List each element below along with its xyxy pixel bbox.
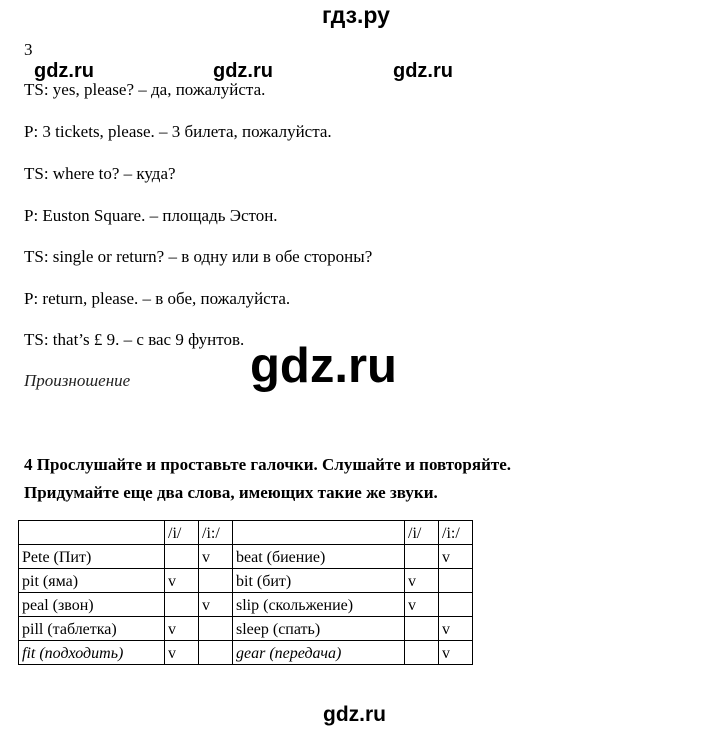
site-header: гдз.ру xyxy=(322,2,390,28)
word-cell: peal (звон) xyxy=(19,593,165,617)
dialogue-line: P: return, please. – в обе, пожалуйста. xyxy=(24,289,291,308)
tick-cell: v xyxy=(165,617,199,641)
dialogue-line: TS: single or return? – в одну или в обе стороны? xyxy=(24,247,373,266)
table-row xyxy=(19,569,473,593)
section-pronunciation: Произношение xyxy=(24,371,131,390)
header-cell: /i:/ xyxy=(439,521,473,545)
tick-cell xyxy=(405,641,439,665)
task-heading-line2: Придумайте еще два слова, имеющих такие же звуки. xyxy=(24,483,438,502)
tick-cell xyxy=(439,569,473,593)
tick-cell: v xyxy=(405,593,439,617)
table-row xyxy=(19,545,473,569)
tick-cell xyxy=(199,617,233,641)
tick-cell: v xyxy=(165,641,199,665)
table-header-row xyxy=(19,521,473,545)
header-cell: /i/ xyxy=(405,521,439,545)
word-cell: gear (передача) xyxy=(233,641,405,665)
word-cell: bit (бит) xyxy=(233,569,405,593)
header-cell: /i/ xyxy=(165,521,199,545)
word-cell: sleep (спать) xyxy=(233,617,405,641)
word-cell: beat (биение) xyxy=(233,545,405,569)
tick-cell: v xyxy=(405,569,439,593)
watermark-small: gdz.ru xyxy=(393,60,453,82)
tick-cell: v xyxy=(439,617,473,641)
tick-cell xyxy=(405,545,439,569)
watermark-small: gdz.ru xyxy=(34,60,94,82)
tick-cell xyxy=(165,545,199,569)
table-row xyxy=(19,617,473,641)
header-cell xyxy=(233,521,405,545)
word-cell: pill (таблетка) xyxy=(19,617,165,641)
header-cell xyxy=(19,521,165,545)
tick-cell: v xyxy=(439,545,473,569)
tick-cell: v xyxy=(165,569,199,593)
watermark-large: gdz.ru xyxy=(250,339,397,393)
dialogue-line: P: 3 tickets, please. – 3 билета, пожалуйста. xyxy=(24,122,332,141)
watermark-footer: gdz.ru xyxy=(323,703,386,726)
word-cell: slip (скольжение) xyxy=(233,593,405,617)
table-row xyxy=(19,641,473,665)
tick-cell: v xyxy=(199,545,233,569)
tick-cell xyxy=(439,593,473,617)
tick-cell xyxy=(199,569,233,593)
header-cell: /i:/ xyxy=(199,521,233,545)
word-cell: pit (яма) xyxy=(19,569,165,593)
tick-cell xyxy=(405,617,439,641)
dialogue-line: TS: where to? – куда? xyxy=(24,164,176,183)
sounds-table xyxy=(18,520,473,665)
page-number: 3 xyxy=(24,40,33,59)
dialogue-line: TS: that’s £ 9. – с вас 9 фунтов. xyxy=(24,330,245,349)
tick-cell xyxy=(199,641,233,665)
tick-cell xyxy=(165,593,199,617)
task-heading-line1: 4 Прослушайте и проставьте галочки. Слушайте и повторяйте. xyxy=(24,455,512,474)
tick-cell: v xyxy=(199,593,233,617)
word-cell: Pete (Пит) xyxy=(19,545,165,569)
dialogue-line: TS: yes, please? – да, пожалуйста. xyxy=(24,80,266,99)
tick-cell: v xyxy=(439,641,473,665)
dialogue-line: P: Euston Square. – площадь Эстон. xyxy=(24,206,278,225)
table-row xyxy=(19,593,473,617)
watermark-small: gdz.ru xyxy=(213,60,273,82)
word-cell: fit (подходить) xyxy=(19,641,165,665)
